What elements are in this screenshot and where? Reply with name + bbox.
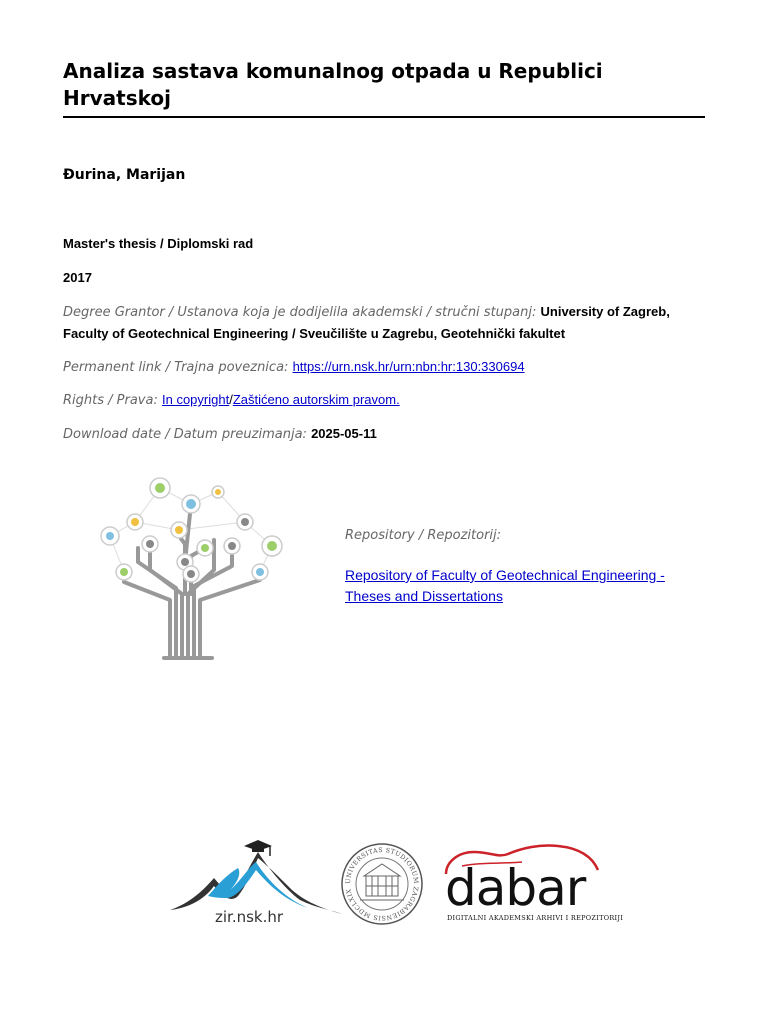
permanent-link-label: Permanent link / Trajna poveznica: (63, 360, 289, 375)
seal-text: UNIVERSITAS STUDIORUM ZAGRABIENSIS MDCLXIX (344, 846, 420, 922)
thesis-year: 2017 (63, 270, 92, 285)
dabar-logo-word: dabar (445, 859, 586, 917)
rights-label: Rights / Prava: (63, 393, 158, 408)
repository-label: Repository / Repozitorij: (345, 528, 502, 543)
grantor-row (63, 301, 708, 345)
grantor-label: Degree Grantor / Ustanova koja je dodijelila akademski / stručni stupanj: (63, 305, 537, 320)
title-divider (63, 116, 705, 118)
rights-row (63, 389, 708, 411)
repository-link[interactable]: Repository of Faculty of Geotechnical Engineering - Theses and Dissertations (345, 567, 665, 604)
permanent-link[interactable]: https://urn.nsk.hr/urn:nbn:hr:130:330694 (292, 359, 525, 374)
repository-tree-icon (92, 470, 292, 662)
download-date-value: 2025-05-11 (311, 426, 377, 441)
dabar-logo-subtitle: DIGITALNI AKADEMSKI ARHIVI I REPOZITORIJI (447, 914, 624, 922)
rights-link-zasticeno[interactable]: Zaštićeno autorskim pravom. (232, 392, 400, 407)
download-date-row (63, 423, 708, 445)
university-seal-icon (340, 842, 424, 926)
permanent-link-row (63, 356, 708, 378)
author-name: Đurina, Marijan (63, 167, 186, 183)
thesis-type: Master's thesis / Diplomski rad (63, 236, 254, 251)
grantor-value: University of Zagreb, Faculty of Geotechnical Engineering / Sveučilište u Zagrebu, Geotehnički fakultet (63, 304, 670, 341)
rights-separator: / (229, 392, 233, 407)
rights-link-copyright[interactable]: In copyright (161, 392, 230, 407)
download-date-label: Download date / Datum preuzimanja: (63, 427, 307, 442)
zir-logo-text: zir.nsk.hr (215, 908, 284, 926)
zir-logo-icon (168, 838, 343, 918)
document-title: Analiza sastava komunalnog otpada u Republici Hrvatskoj (63, 59, 603, 110)
